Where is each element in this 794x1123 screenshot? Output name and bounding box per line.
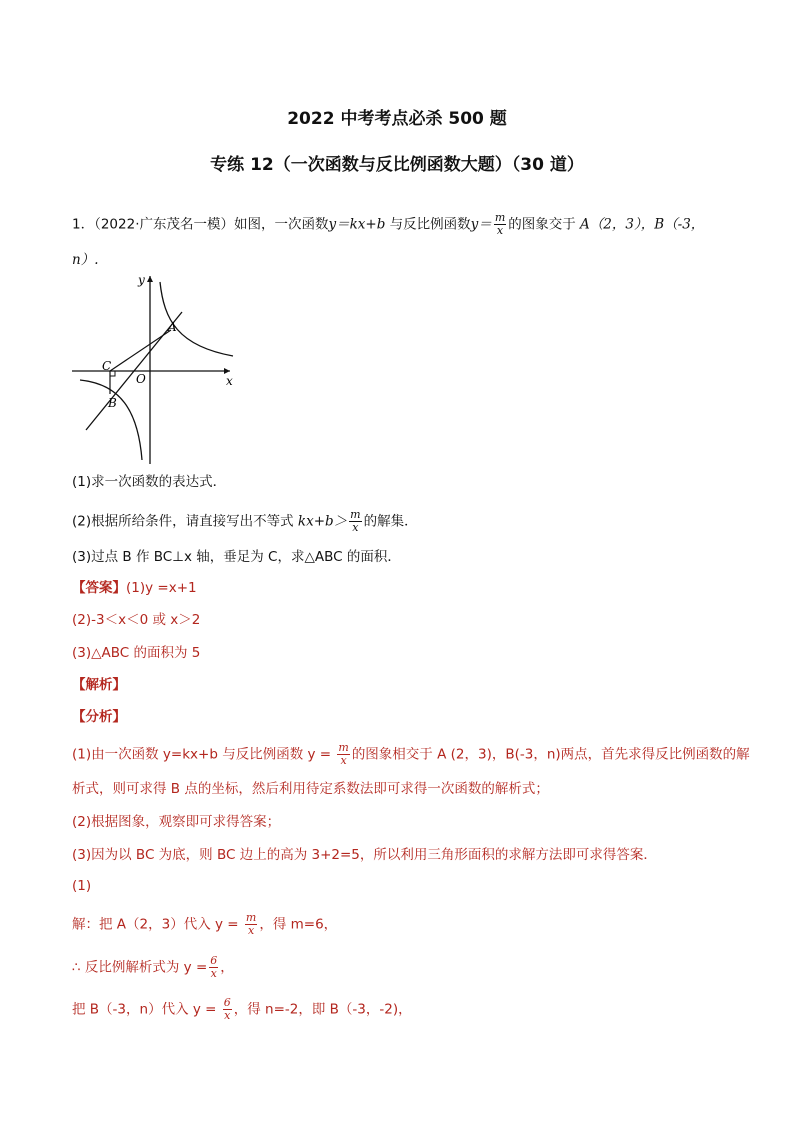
segment-AC [110,330,171,371]
q2-text-a: (2)根据所给条件，请直接写出不等式 [72,513,298,530]
stem-y: y＝ [470,216,492,233]
label-A: A [168,320,177,334]
fenxi-tag: 【分析】 [72,709,126,725]
solution-part-label: (1) [72,878,92,894]
solution-fraction-m-over-x: $\frac{m}{x}$ [245,911,257,937]
answer-2: (2)-3＜x＜0 或 x＞2 [72,612,201,628]
solution-text-1b: ，得 m=6， [259,916,338,933]
stem-fraction-m-over-x: $\frac{m}{x}$ [494,211,506,237]
hyperbola-branch-third-quadrant [80,380,142,460]
q2-text-b: 的解集． [363,513,418,530]
stem-linear-equation: y＝kx+b [328,216,386,233]
y-axis-arrow [147,276,153,282]
problem-stem-line1 [72,212,704,237]
solution-text-3b: ，得 n=-2，即 B（-3，-2)， [233,1001,412,1018]
solution-line-2 [72,955,234,980]
question-2 [72,509,418,534]
analysis-line-3: (2)根据图象，观察即可求得答案； [72,814,281,830]
stem-text-a: 1．（2022·广东茂名一模）如图，一次函数 [72,216,329,233]
solution-text-2b: ， [220,959,234,976]
hyperbola-branch-first-quadrant [160,282,233,356]
label-O: O [136,372,146,386]
function-graph-figure [68,270,248,470]
solution-line-3 [72,997,412,1022]
analysis-line-2: 析式，则可求得 B 点的坐标，然后利用待定系数法即可求得一次函数的解析式； [72,781,549,797]
label-B: B [108,396,117,410]
problem-stem-line2 [72,250,99,270]
analysis-line-4: (3)因为以 BC 为底，则 BC 边上的高为 3+2=5，所以利用三角形面积的求解方法即可求得答案． [72,847,657,863]
solution-text-3a: 把 B（-3，n）代入 y = [72,1001,221,1018]
analysis-text-a: (1)由一次函数 y=kx+b 与反比例函数 y = [72,746,336,763]
question-1: (1)求一次函数的表达式． [72,474,227,490]
stem-text-c: 的图象交于 [508,216,581,233]
solution-text-2a: ∴ 反比例解析式为 y = [72,959,208,976]
solution-text-1a: 解：把 A（2，3）代入 y = [72,916,243,933]
analysis-text-b: 的图象相交于 A (2，3)，B(-3，n)两点，首先求得反比例函数的解 [351,746,750,763]
answer-line-1 [72,578,197,598]
answer-1: (1)y =x+1 [126,580,197,596]
label-C: C [102,359,112,373]
solution-fraction-6-over-x-2: $\frac{6}{x}$ [223,996,231,1022]
question-3: (3)过点 B 作 BC⊥x 轴，垂足为 C，求△ABC 的面积． [72,549,401,565]
solution-fraction-6-over-x: $\frac{6}{x}$ [210,954,218,980]
answer-tag: 【答案】 [72,580,126,596]
document-subtitle: 专练 12（一次函数与反比例函数大题）（30 道） [210,155,584,175]
stem-text-b: 与反比例函数 [385,216,471,233]
stem-points: A（2，3），B（-3， [580,216,705,233]
stem-text-line2: n）. [72,252,99,268]
solution-line-1 [72,912,337,937]
label-y: y [138,273,145,287]
analysis-line-1 [72,742,750,767]
label-x: x [226,374,233,388]
q2-fraction-m-over-x: $\frac{m}{x}$ [350,508,361,534]
document-title: 2022 中考考点必杀 500 题 [287,109,507,129]
jiexi-tag: 【解析】 [72,677,126,693]
analysis-fraction-m-over-x: $\frac{m}{x}$ [338,741,349,767]
q2-inequality: kx+b＞ [297,513,348,530]
answer-3: (3)△ABC 的面积为 5 [72,645,201,661]
